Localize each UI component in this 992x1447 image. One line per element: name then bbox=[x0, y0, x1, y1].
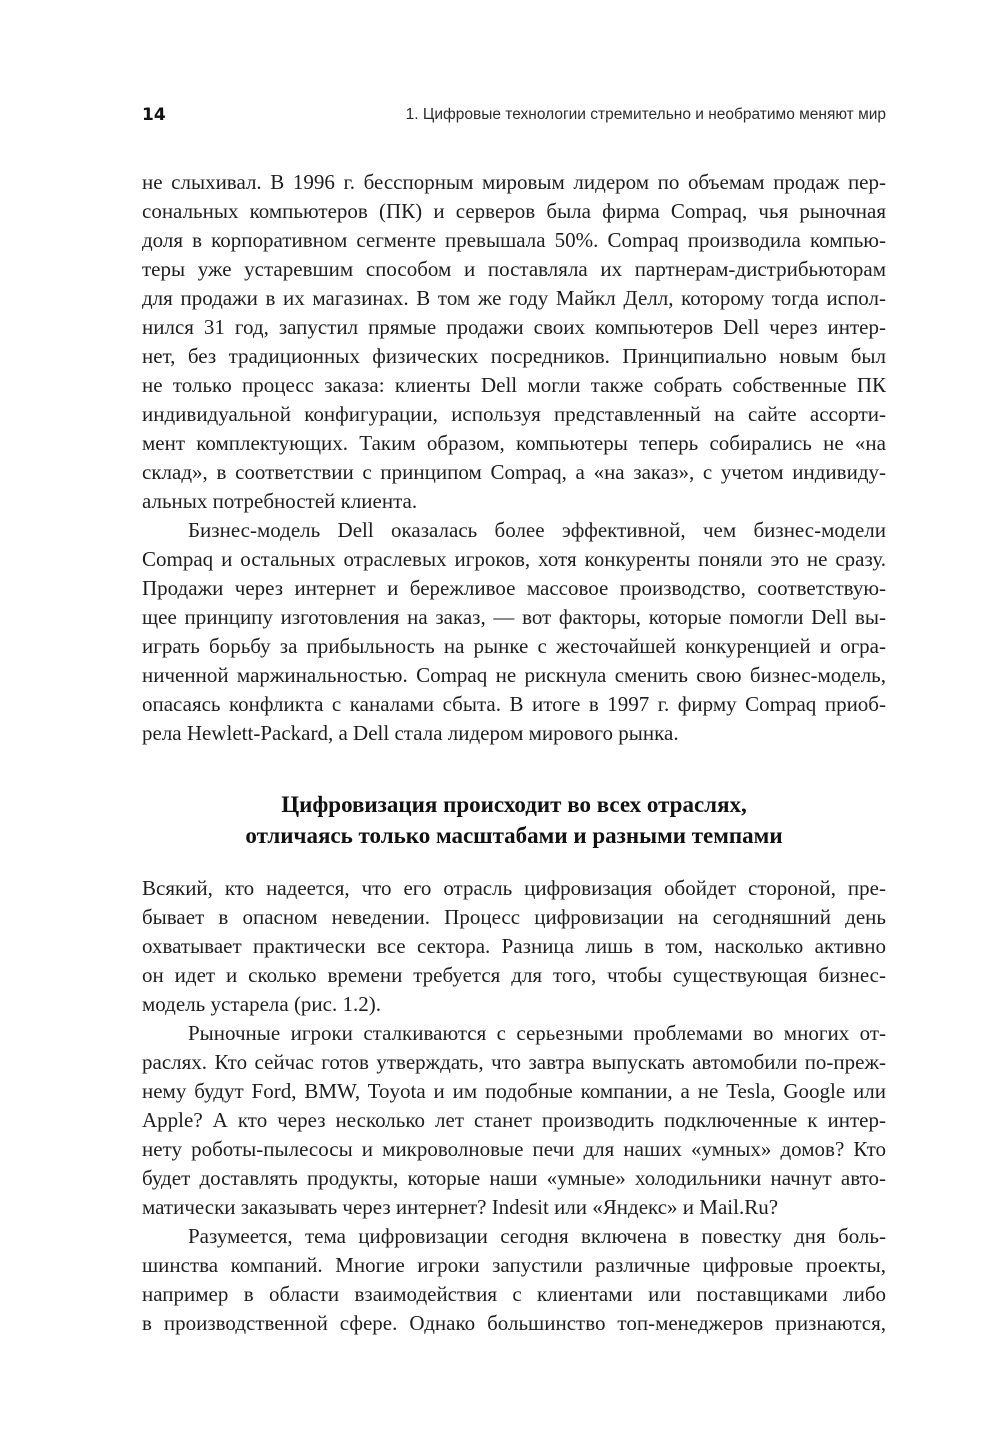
text-line: шинства компаний. Многие игроки запустили различные цифровые проекты, bbox=[142, 1253, 886, 1277]
text-line: нему будут Ford, BMW, Toyota и им подобные компании, а не Tesla, Google или bbox=[142, 1079, 886, 1103]
text-line: Apple? А кто через несколько лет станет производить подключенные к интер- bbox=[142, 1108, 886, 1132]
text-line: щее принципу изготовления на заказ, — вот факторы, которые помогли Dell вы- bbox=[142, 605, 886, 629]
text-line: Рыночные игроки сталкиваются с серьезными проблемами во многих от- bbox=[188, 1021, 886, 1045]
text-line: мент комплектующих. Таким образом, компьютеры теперь собирались не «на bbox=[142, 431, 886, 455]
text-line: например в области взаимодействия с клиентами или поставщиками либо bbox=[142, 1282, 886, 1306]
text-line: нету роботы-пылесосы и микроволновые печи для наших «умных» домов? Кто bbox=[142, 1137, 886, 1161]
text-line: теры уже устаревшим способом и поставляла их партнерам-дистрибьюторам bbox=[142, 257, 886, 281]
text-line: опасаясь конфликта с каналами сбыта. В итоге в 1997 г. фирму Compaq приоб- bbox=[142, 692, 886, 716]
text-line: склад», в соответствии с принципом Compaq, а «на заказ», с учетом индивиду- bbox=[142, 460, 886, 484]
text-line: ниченной маржинальностью. Compaq не рискнула сменить свою бизнес-модель, bbox=[142, 663, 886, 687]
text-line: матически заказывать через интернет? Indesit или «Яндекс» и Mail.Ru? bbox=[142, 1195, 779, 1219]
text-line: он идет и сколько времени требуется для того, чтобы существующая бизнес- bbox=[142, 963, 886, 987]
text-line: раслях. Кто сейчас готов утверждать, что завтра выпускать автомобили по-преж- bbox=[142, 1050, 886, 1074]
text-line: рела Hewlett-Packard, а Dell стала лидером мирового рынка. bbox=[142, 721, 679, 745]
text-line: нился 31 год, запустил прямые продажи своих компьютеров Dell через интер- bbox=[142, 315, 886, 339]
text-line: модель устарела (рис. 1.2). bbox=[142, 992, 381, 1016]
text-line: Всякий, кто надеется, что его отрасль цифровизация обойдет стороной, пре- bbox=[142, 876, 886, 900]
text-line: индивидуальной конфигурации, используя представленный на сайте ассорти- bbox=[142, 402, 886, 426]
section-heading-line-2: отличаясь только масштабами и разными темпами bbox=[245, 823, 783, 848]
text-line: доля в корпоративном сегменте превышала 50%. Compaq производила компью- bbox=[142, 228, 886, 252]
text-line: не слыхивал. В 1996 г. бесспорным мировым лидером по объемам продаж пер- bbox=[142, 170, 886, 194]
running-header: 1. Цифровые технологии стремительно и необратимо меняют мир bbox=[405, 106, 886, 123]
text-line: в производственной сфере. Однако большинство топ-менеджеров признаются, bbox=[142, 1311, 886, 1335]
text-line: для продажи в их магазинах. В том же году Майкл Делл, которому тогда испол- bbox=[142, 286, 886, 310]
text-line: Разумеется, тема цифровизации сегодня включена в повестку дня боль- bbox=[188, 1224, 886, 1248]
text-line: Продажи через интернет и бережливое массовое производство, соответствую- bbox=[142, 576, 886, 600]
text-line: бывает в опасном неведении. Процесс цифровизации на сегодняшний день bbox=[142, 905, 886, 929]
text-block-top bbox=[142, 168, 886, 748]
text-line: охватывает практически все сектора. Разница лишь в том, насколько активно bbox=[142, 934, 886, 958]
section-heading bbox=[142, 789, 886, 851]
section-heading-line-1: Цифровизация происходит во всех отраслях, bbox=[281, 792, 747, 817]
text-line: сональных компьютеров (ПК) и серверов была фирма Compaq, чья рыночная bbox=[142, 199, 886, 223]
text-line: Compaq и остальных отраслевых игроков, хотя конкуренты поняли это не сразу. bbox=[142, 547, 886, 571]
page-number: 14 bbox=[142, 105, 166, 125]
text-block-bottom bbox=[142, 874, 886, 1338]
text-line: Бизнес-модель Dell оказалась более эффективной, чем бизнес-модели bbox=[188, 518, 886, 542]
text-line: альных потребностей клиента. bbox=[142, 489, 418, 513]
text-line: играть борьбу за прибыльность на рынке с жесточайшей конкуренцией и огра- bbox=[142, 634, 886, 658]
text-line: не только процесс заказа: клиенты Dell могли также собрать собственные ПК bbox=[142, 373, 886, 397]
text-line: нет, без традиционных физических посредников. Принципиально новым был bbox=[142, 344, 886, 368]
text-line: будет доставлять продукты, которые наши «умные» холодильники начнут авто- bbox=[142, 1166, 886, 1190]
